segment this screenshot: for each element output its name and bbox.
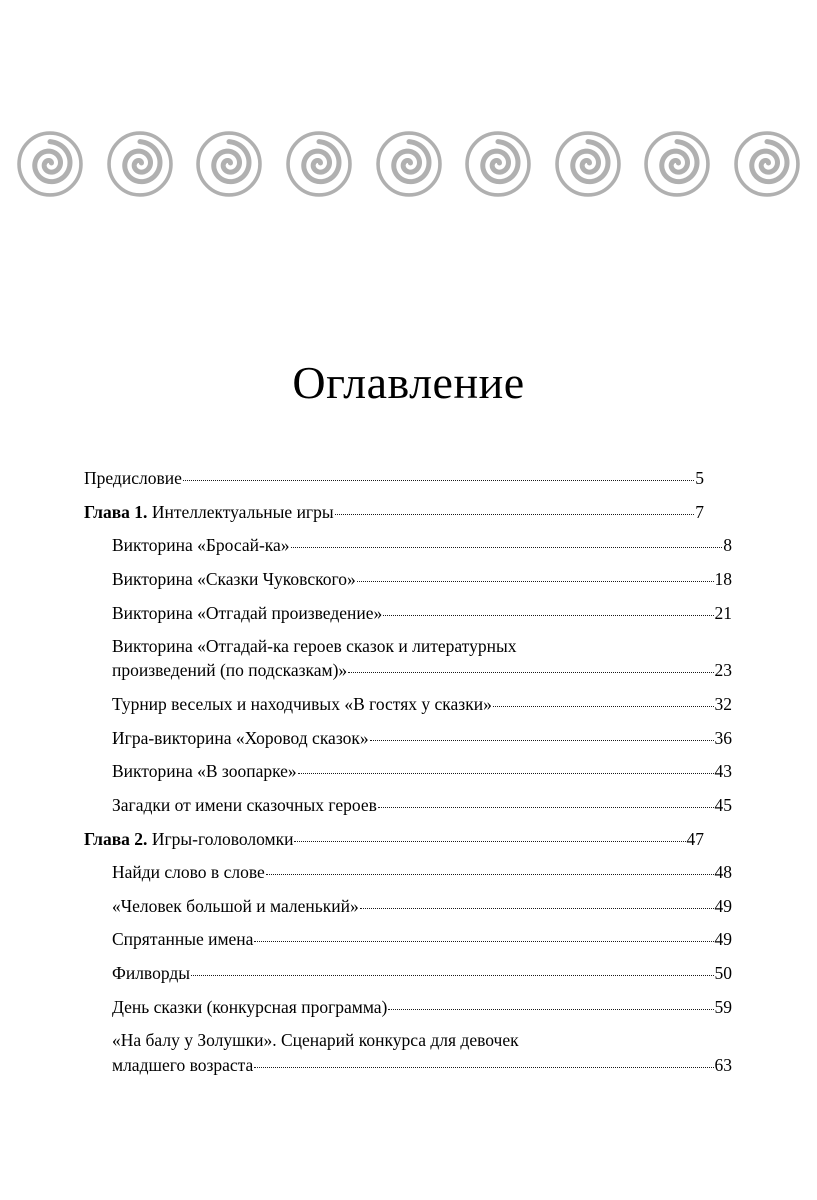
toc-entry[interactable] — [84, 466, 704, 490]
toc-entry-title: Викторина «Отгадай произведение» — [112, 602, 383, 623]
toc-page-number: 32 — [714, 693, 732, 714]
toc-page-number: 43 — [714, 761, 732, 782]
toc-page-number: 21 — [714, 602, 732, 623]
spiral-ornament-icon — [373, 128, 445, 200]
toc-entry[interactable] — [84, 894, 732, 918]
toc-leader-dots — [191, 974, 714, 976]
toc-page-number: 18 — [714, 568, 732, 589]
spiral-ornament-icon — [462, 128, 534, 200]
toc-page-number: 49 — [714, 929, 732, 950]
spiral-ornament-icon — [641, 128, 713, 200]
toc-entry-title: произведений (по подсказкам)» — [112, 660, 348, 681]
toc-leader-dots — [348, 671, 713, 673]
toc-chapter-label: Глава 2. — [84, 828, 148, 849]
toc-leader-dots — [357, 580, 714, 582]
toc-entry[interactable] — [84, 1028, 732, 1076]
toc-entry-title: Найди слово в слове — [112, 862, 265, 883]
toc-entry[interactable] — [84, 827, 704, 851]
toc-leader-dots — [493, 705, 714, 707]
table-of-contents — [84, 466, 732, 1086]
toc-entry[interactable] — [84, 726, 732, 750]
toc-leader-dots — [254, 1066, 713, 1068]
toc-entry[interactable] — [84, 567, 732, 591]
toc-leader-dots — [383, 614, 713, 616]
toc-entry-title: Предисловие — [84, 468, 182, 488]
toc-entry[interactable] — [84, 601, 732, 625]
spiral-ornament-icon — [14, 128, 86, 200]
toc-entry[interactable] — [84, 634, 732, 682]
toc-page-number: 36 — [714, 727, 732, 748]
toc-entry-title: Турнир веселых и находчивых «В гостях у сказки» — [112, 693, 492, 714]
toc-leader-dots — [335, 513, 695, 515]
toc-leader-dots — [291, 546, 723, 548]
toc-leader-dots — [378, 806, 714, 808]
toc-entry-title: младшего возраста — [112, 1054, 254, 1075]
toc-chapter-label: Глава 1. — [84, 501, 148, 522]
toc-entry[interactable] — [84, 533, 732, 557]
spiral-ornament-icon — [283, 128, 355, 200]
toc-entry-title: Викторина «В зоопарке» — [112, 761, 297, 782]
toc-entry[interactable] — [84, 927, 732, 951]
toc-page-number: 8 — [723, 535, 732, 556]
toc-entry-title: Игра-викторина «Хоровод сказок» — [112, 727, 369, 748]
spiral-ornament-icon — [193, 128, 265, 200]
toc-leader-dots — [294, 840, 685, 842]
toc-leader-dots — [298, 772, 714, 774]
toc-entry-title: Викторина «Сказки Чуковского» — [112, 568, 356, 589]
spiral-ornament-icon — [552, 128, 624, 200]
toc-page-number: 23 — [714, 660, 732, 681]
toc-leader-dots — [183, 479, 694, 481]
toc-leader-dots — [360, 907, 714, 909]
toc-page-number: 63 — [714, 1054, 732, 1075]
toc-entry-title: Загадки от имени сказочных героев — [112, 794, 377, 815]
toc-entry-title: День сказки (конкурсная программа) — [112, 996, 388, 1017]
toc-entry-title: Спрятанные имена — [112, 929, 254, 950]
toc-leader-dots — [370, 739, 714, 741]
toc-page-number: 47 — [686, 828, 704, 849]
toc-entry[interactable] — [84, 759, 732, 783]
toc-leader-dots — [266, 873, 714, 875]
toc-entry[interactable] — [84, 793, 732, 817]
spiral-ornament-icon — [104, 128, 176, 200]
toc-entry-title: Филворды — [112, 963, 190, 984]
spiral-ornament-icon — [731, 128, 803, 200]
toc-entry-title: Глава 1. Интеллектуальные игры — [84, 501, 334, 522]
toc-entry[interactable] — [84, 995, 732, 1019]
toc-entry[interactable] — [84, 860, 732, 884]
toc-page-number: 5 — [695, 468, 704, 488]
toc-page-number: 59 — [714, 996, 732, 1017]
toc-entry-title: Викторина «Отгадай-ка героев сказок и литературных — [112, 636, 517, 657]
ornament-band — [0, 118, 817, 210]
page-title: Оглавление — [292, 356, 525, 408]
toc-entry[interactable] — [84, 500, 704, 524]
toc-page-number: 48 — [714, 862, 732, 883]
toc-page-number: 45 — [714, 794, 732, 815]
toc-leader-dots — [388, 1008, 713, 1010]
toc-entry[interactable] — [84, 692, 732, 716]
toc-page-number: 50 — [714, 963, 732, 984]
toc-entry-title: Викторина «Бросай-ка» — [112, 535, 290, 556]
toc-leader-dots — [254, 940, 713, 942]
toc-page-number: 49 — [714, 895, 732, 916]
toc-entry-title: «На балу у Золушки». Сценарий конкурса для девочек — [112, 1030, 519, 1051]
toc-entry[interactable] — [84, 961, 732, 985]
toc-entry-title: «Человек большой и маленький» — [112, 895, 359, 916]
toc-page-number: 7 — [695, 501, 704, 522]
toc-entry-title: Глава 2. Игры-головоломки — [84, 828, 294, 849]
